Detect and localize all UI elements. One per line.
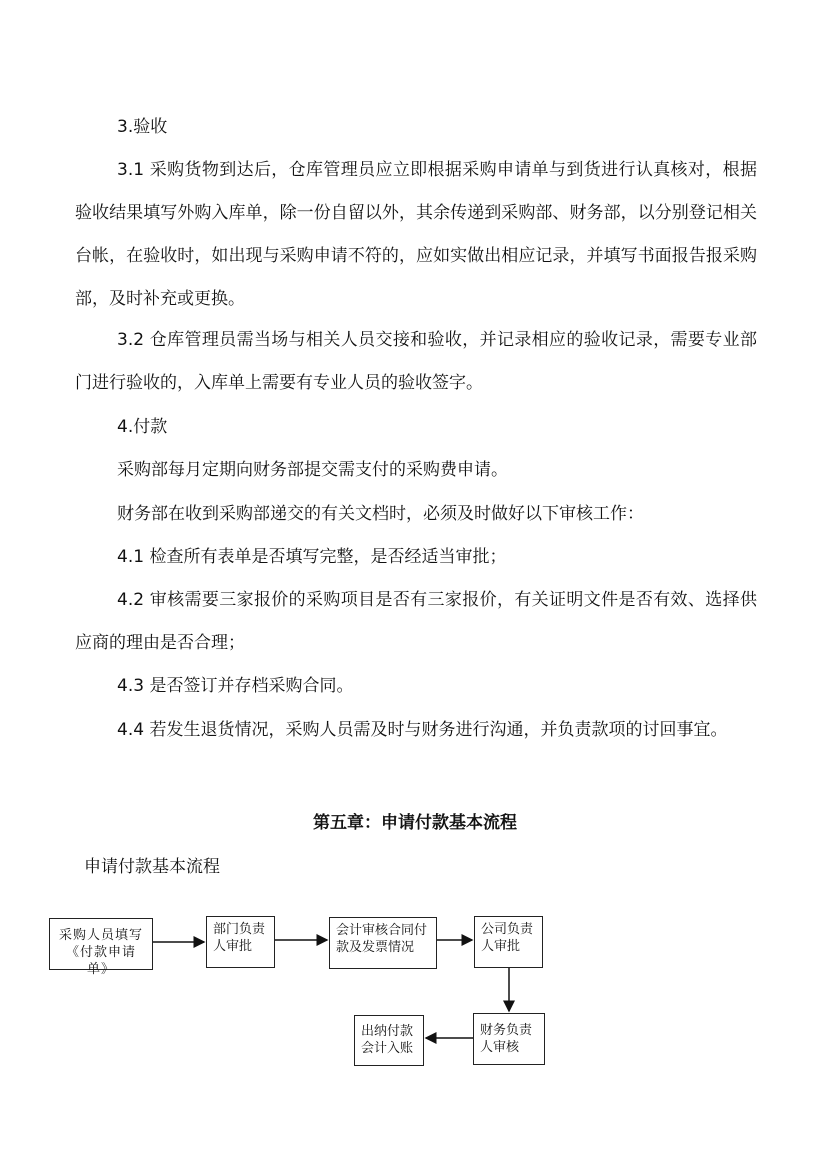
paragraph: 财务部在收到采购部递交的有关文档时，必须及时做好以下审核工作： xyxy=(117,504,644,524)
chapter-title: 第五章：申请付款基本流程 xyxy=(313,813,517,833)
paragraph: 3.2 仓库管理员需当场与相关人员交接和验收，并记录相应的验收记录，需要专业部门进行验收的，入库单上需要有专业人员的验收签字。 xyxy=(75,330,757,393)
flow-step-finance-review: 财务负责人审核 xyxy=(473,1013,545,1065)
section-heading: 4.付款 xyxy=(117,417,168,437)
flow-step-fill-form: 采购人员填写《付款申请单》 xyxy=(49,918,153,970)
flow-step-cashier-payment: 出纳付款会计入账 xyxy=(354,1015,424,1066)
section-heading: 3.验收 xyxy=(117,117,168,137)
flow-step-accounting-review: 会计审核合同付款及发票情况 xyxy=(329,917,437,969)
flow-step-dept-approval: 部门负责人审批 xyxy=(206,916,275,968)
paragraph: 3.1 采购货物到达后，仓库管理员应立即根据采购申请单与到货进行认真核对，根据验收结果填写外购入库单，除一份自留以外，其余传递到采购部、财务部，以分别登记相关台帐，在验收时，如出现与采购申请不符的，应如实做出相应记录，并填写书面报告报采购部，及时补充或更换。 xyxy=(75,160,757,309)
paragraph: 4.1 检查所有表单是否填写完整，是否经适当审批； xyxy=(117,547,507,567)
paragraph: 4.4 若发生退货情况，采购人员需及时与财务进行沟通，并负责款项的讨回事宜。 xyxy=(117,720,728,740)
flow-step-company-approval: 公司负责人审批 xyxy=(474,916,543,968)
flow-title: 申请付款基本流程 xyxy=(84,857,220,877)
paragraph: 采购部每月定期向财务部提交需支付的采购费申请。 xyxy=(117,460,508,480)
paragraph: 4.3 是否签订并存档采购合同。 xyxy=(117,676,354,696)
paragraph: 4.2 审核需要三家报价的采购项目是否有三家报价，有关证明文件是否有效、选择供应商的理由是否合理； xyxy=(75,590,757,653)
